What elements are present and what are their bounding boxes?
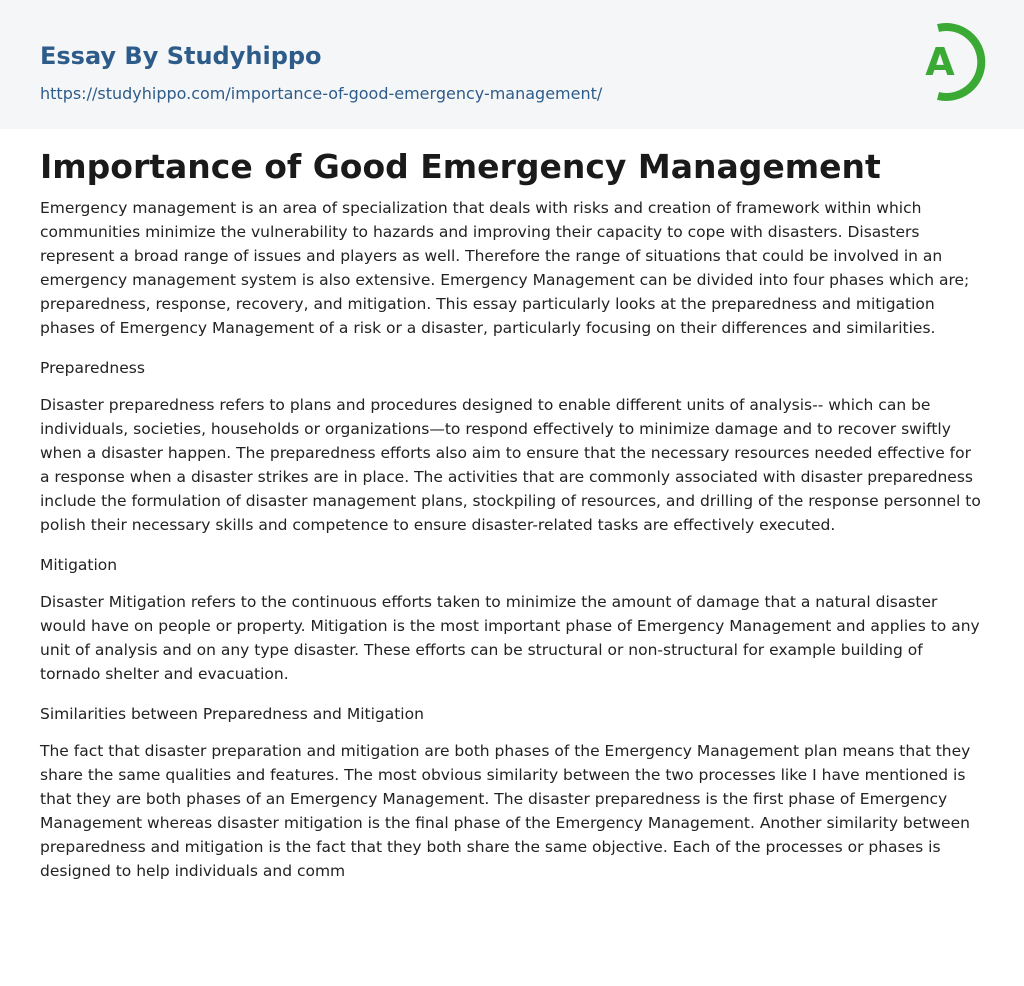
- section-heading-mitigation: Mitigation: [40, 556, 118, 574]
- source-url-link[interactable]: https://studyhippo.com/importance-of-good-emergency-management/: [40, 84, 603, 103]
- studyhippo-logo-icon[interactable]: [910, 18, 988, 106]
- section-heading-similarities: Similarities between Preparedness and Mitigation: [40, 705, 424, 723]
- section-body-preparedness: Disaster preparedness refers to plans and procedures designed to enable different units of analysis-- which can be individuals, societies, households or organizations—to respond effectively to minimize damage and to recover swiftly when a disaster happen. The preparedness efforts also aim to ensure that the necessary resources needed effective for a response when a disaster strikes are in place. The activities that are commonly associated with disaster preparedness include the formulation of disaster management plans, stockpiling of resources, and drilling of the response personnel to polish their necessary skills and competence to ensure disaster-related tasks are effectively executed.: [40, 396, 981, 534]
- logo-letter: A: [925, 40, 955, 84]
- section-body-similarities: The fact that disaster preparation and mitigation are both phases of the Emergency Management plan means that they share the same qualities and features. The most obvious similarity between the two processes like I have mentioned is that they are both phases of an Emergency Management. The disaster preparedness is the first phase of Emergency Management whereas disaster mitigation is the final phase of the Emergency Management. Another similarity between preparedness and mitigation is the fact that they both share the same objective. Each of the processes or phases is designed to help individuals and comm: [40, 742, 971, 880]
- intro-paragraph: Emergency management is an area of specialization that deals with risks and creation of framework within which communities minimize the vulnerability to hazards and improving their capacity to cope with disasters. Disasters represent a broad range of issues and players as well. Therefore the range of situations that could be involved in an emergency management system is also extensive. Emergency Management can be divided into four phases which are; preparedness, response, recovery, and mitigation. This essay particularly looks at the preparedness and mitigation phases of Emergency Management of a risk or a disaster, particularly focusing on their differences and similarities.: [40, 199, 970, 337]
- site-header: [0, 0, 1024, 129]
- section-body-mitigation: Disaster Mitigation refers to the continuous efforts taken to minimize the amount of damage that a natural disaster would have on people or property. Mitigation is the most important phase of Emergency Management and applies to any unit of analysis and on any type disaster. These efforts can be structural or non-structural for example building of tornado shelter and evacuation.: [40, 593, 980, 683]
- site-brand[interactable]: Essay By Studyhippo: [40, 42, 322, 70]
- article: [40, 140, 985, 899]
- page-title: Importance of Good Emergency Management: [40, 147, 881, 186]
- section-heading-preparedness: Preparedness: [40, 359, 145, 377]
